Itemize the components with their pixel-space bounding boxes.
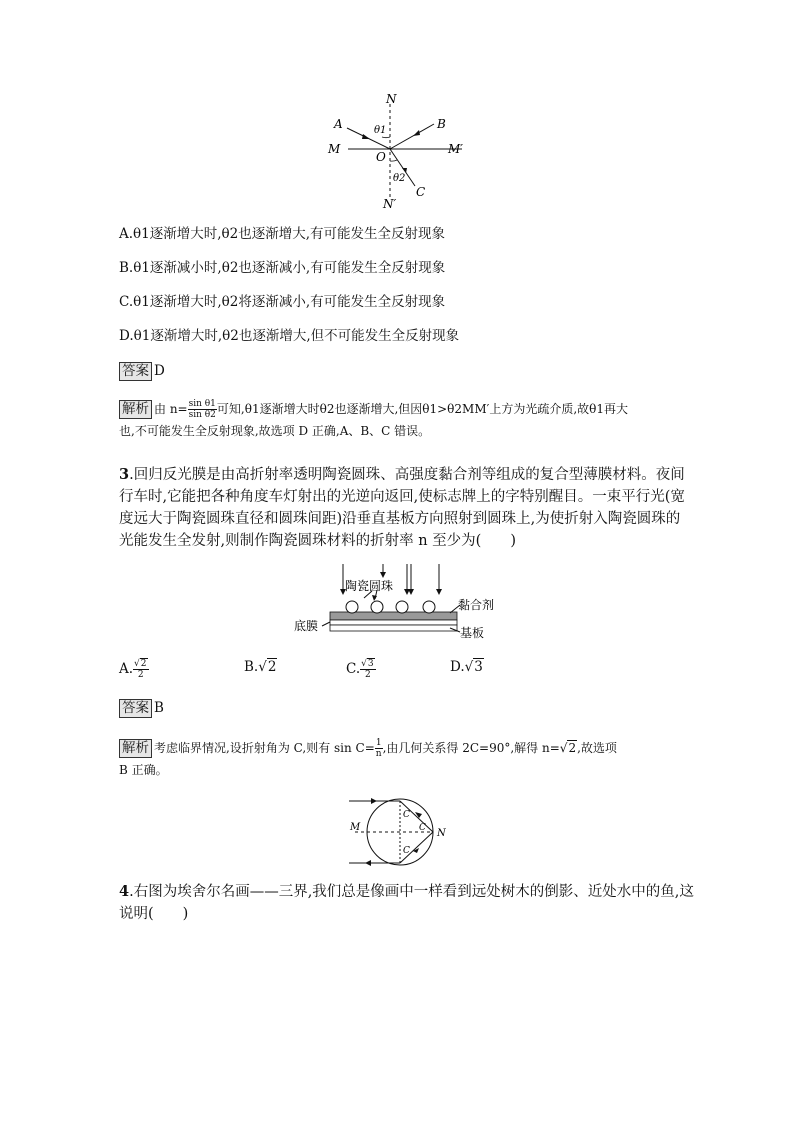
label-C-bottom: C (403, 846, 410, 856)
q2-option-b: B.θ1逐渐减小时,θ2也逐渐减小,有可能发生全反射现象 (119, 260, 446, 276)
question-number: 4 (119, 883, 130, 900)
label-M: M (350, 822, 361, 833)
bead (346, 601, 358, 613)
q2-option-d: D.θ1逐渐增大时,θ2也逐渐增大,但不可能发生全反射现象 (119, 328, 460, 344)
bead (423, 601, 435, 613)
label-theta2: θ2 (393, 173, 406, 184)
q3-text (119, 464, 685, 552)
label-C: C (416, 185, 426, 199)
analysis-text: ,故选项 (577, 741, 617, 755)
analysis-text: ,由几何关系得 2C=90°,解得 n= (382, 741, 560, 755)
label-adhesive: 黏合剂 (458, 598, 495, 612)
label-theta1: θ1 (374, 125, 387, 136)
reflective-film-diagram (290, 560, 520, 642)
bead (396, 601, 408, 613)
analysis-text: 可知,θ1逐渐增大时θ2也逐渐增大,但因θ1>θ2MM′上方为光疏介质,故θ1再大 (216, 402, 629, 416)
ray-BO (390, 124, 434, 149)
answer-label: 答案 (119, 699, 152, 718)
question-line: 说明( ) (119, 906, 189, 922)
analysis-text: 考虑临界情况,设折射角为 C,则有 sin C= (154, 741, 375, 755)
label-substrate: 基板 (460, 626, 485, 640)
label-base-film: 底膜 (294, 619, 319, 633)
fraction: $\frac{\text{sin θ1}}{\text{sin θ2}}$ (188, 399, 216, 420)
analysis-line2: B 正确。 (119, 763, 168, 777)
bead (371, 601, 383, 613)
refraction-diagram (320, 90, 480, 210)
answer-value: D (154, 363, 165, 379)
analysis-text: 由 n= (154, 402, 188, 416)
q3-option-c: C. $\frac{√3}{2}$ (346, 659, 374, 680)
q3-answer (119, 699, 164, 718)
q3-analysis: 解析 考虑临界情况,设折射角为 C,则有 sin C= $\frac{1}{n}$ ,由几何关系得 2C=90°,解得 n=√2,故选项 B 正确。 (119, 737, 679, 781)
fraction: $\frac{1}{n}$ (375, 738, 382, 759)
analysis-label: 解析 (119, 400, 152, 419)
label-N: N (386, 92, 397, 106)
question-number: 3 (119, 466, 130, 483)
q4-text (119, 881, 694, 925)
label-C-top: C (403, 810, 410, 820)
q3-option-b: B.√2 (244, 659, 277, 675)
label-N-prime: N′ (383, 197, 397, 210)
question-line: 行车时,它能把各种角度车灯射出的光逆向返回,使标志牌上的字特别醒目。一束平行光(宽 (119, 489, 685, 505)
question-line: 度远大于陶瓷圆珠直径和圆珠间距)沿垂直基板方向照射到圆珠上,为使折射入陶瓷圆珠的 (119, 511, 681, 527)
label-C-mid: C (419, 823, 426, 833)
q2-option-c: C.θ1逐渐增大时,θ2将逐渐减小,有可能发生全反射现象 (119, 294, 446, 310)
question-line: .回归反光膜是由高折射率透明陶瓷圆珠、高强度黏合剂等组成的复合型薄膜材料。夜间 (129, 467, 685, 483)
answer-value: B (154, 700, 164, 716)
label-O: O (376, 150, 386, 164)
analysis-line2: 也,不可能发生全反射现象,故选项 D 正确,A、B、C 错误。 (119, 424, 431, 438)
label-N: N (437, 828, 446, 839)
label-B: B (437, 117, 446, 131)
analysis-label: 解析 (119, 739, 152, 758)
answer-label: 答案 (119, 362, 152, 381)
q3-option-d: D.√3 (450, 659, 483, 675)
bead-geometry-diagram (345, 795, 450, 870)
label-M-prime: M′ (448, 142, 464, 156)
label-M: M (328, 142, 341, 156)
label-A: A (334, 117, 343, 131)
question-line: 光能发生全发射,则制作陶瓷圆珠材料的折射率 n 至少为( ) (119, 533, 516, 549)
q2-analysis (119, 398, 679, 442)
label-beads: 陶瓷圆珠 (345, 579, 394, 593)
q2-option-a: A.θ1逐渐增大时,θ2也逐渐增大,有可能发生全反射现象 (119, 226, 446, 242)
q3-option-a: A. $\frac{√2}{2}$ (119, 659, 147, 680)
q2-answer (119, 362, 165, 381)
question-line: .右图为埃舍尔名画——三界,我们总是像画中一样看到远处树木的倒影、近处水中的鱼,这 (129, 884, 694, 900)
